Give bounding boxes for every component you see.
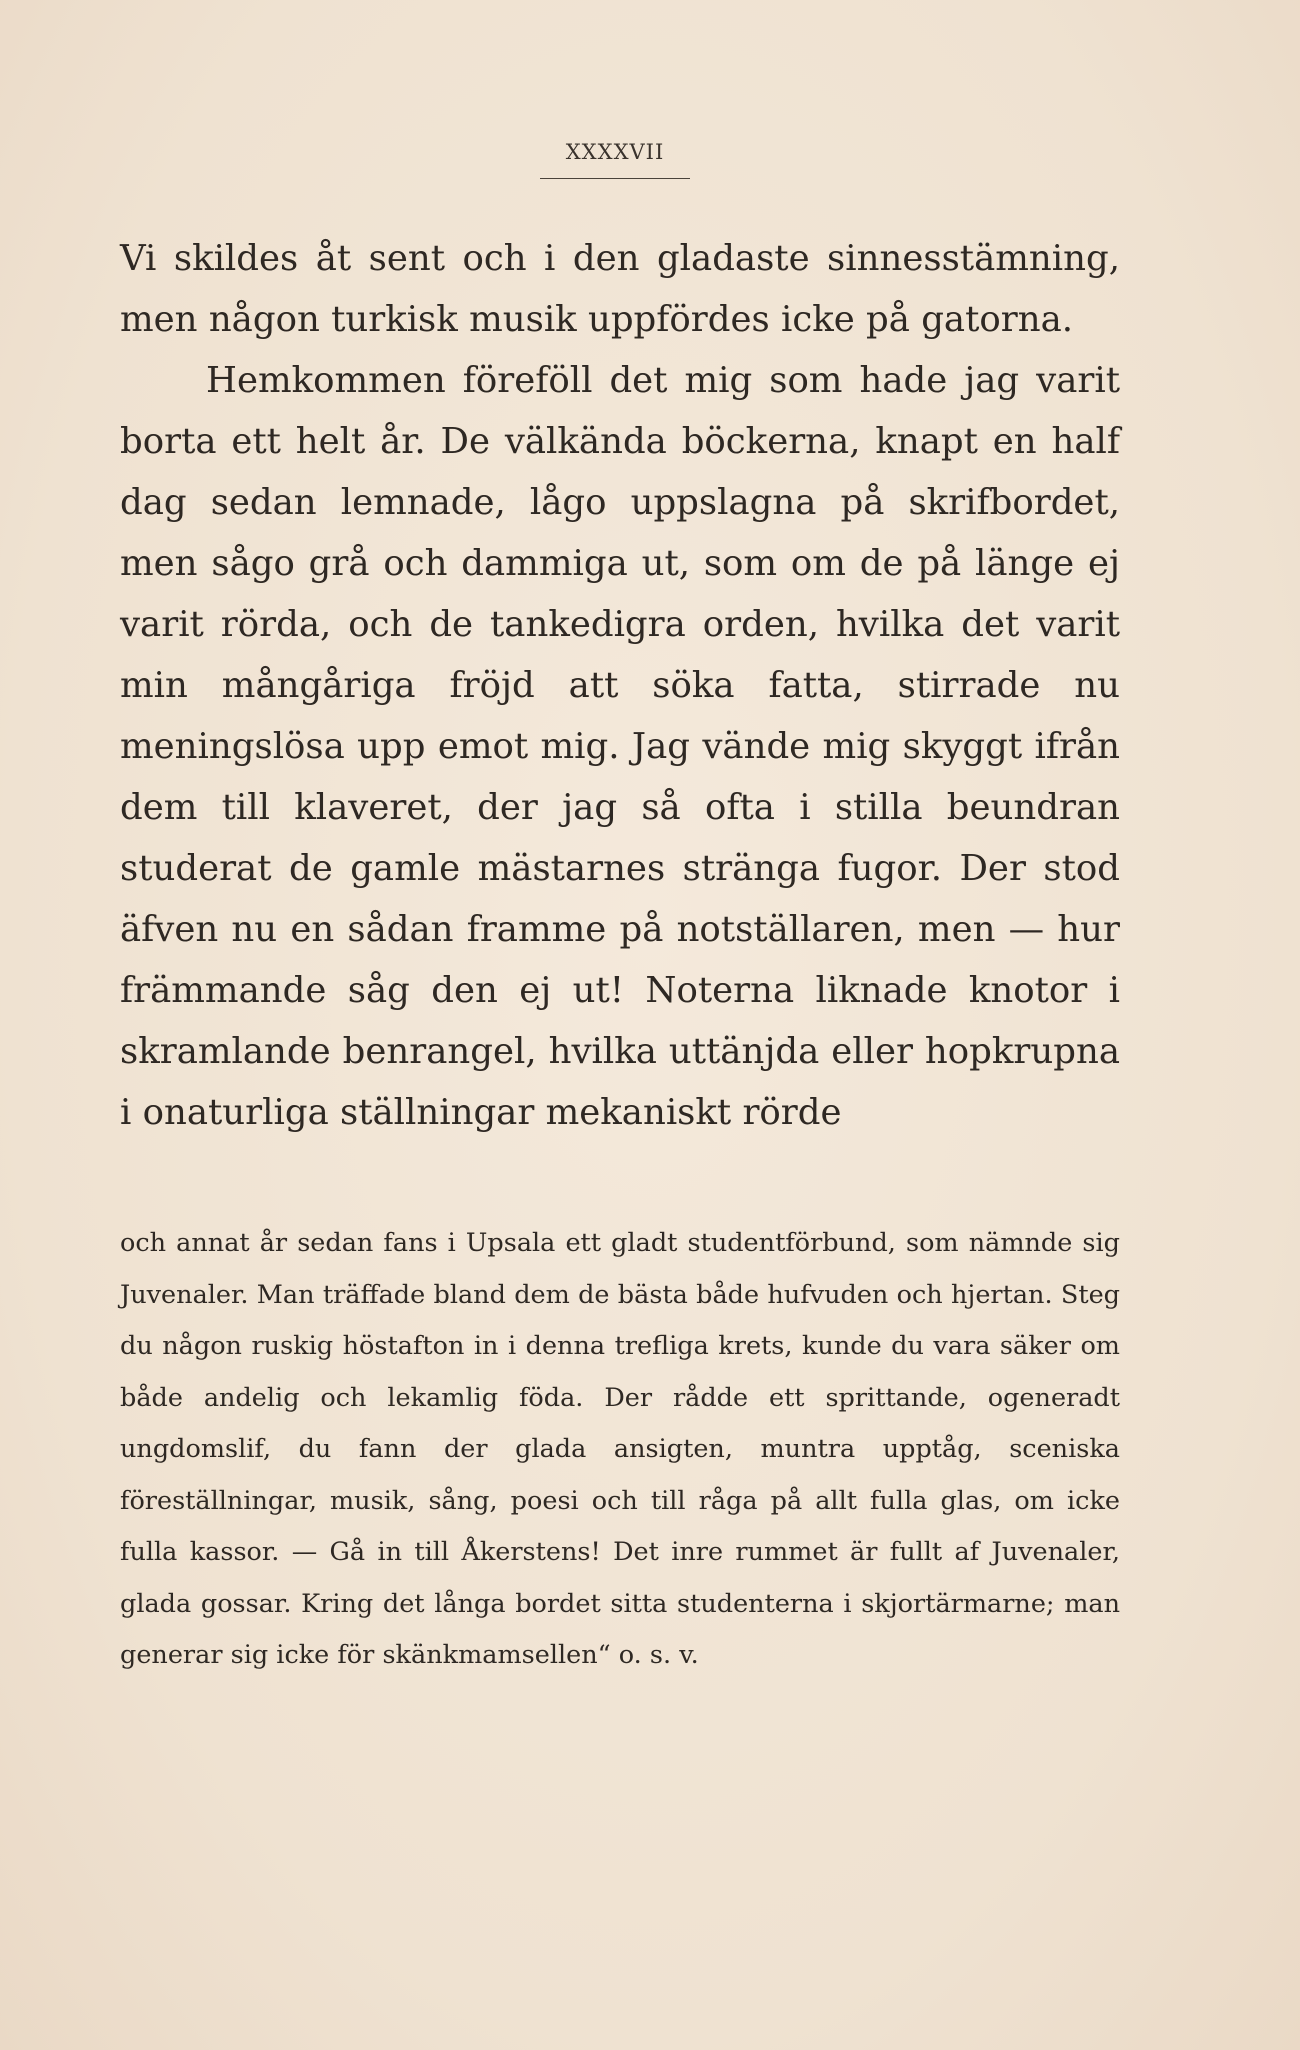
page-number-rule bbox=[540, 178, 690, 179]
paragraph: Hemkommen föreföll det mig som hade jag varit borta ett helt år. De välkända böckerna, knapt en half dag sedan lemnade, lågo uppslagna på skrifbordet, men sågo grå och dammiga ut, som om de på länge ej varit rörda, och de tankedigra orden, hvilka det varit min mångåriga fröjd att söka fatta, stirrade nu meningslösa upp emot mig. Jag vände mig skyggt ifrån dem till klaveret, der jag så ofta i stilla beundran studerat de gamle mästarnes stränga fugor. Der stod äfven nu en sådan framme på notställaren, men — hur främmande såg den ej ut! Noterna liknade knotor i skramlande benrangel, hvilka uttänjda eller hopkrupna i onaturliga ställningar mekaniskt rörde bbox=[120, 360, 1120, 1133]
main-text bbox=[120, 228, 1120, 1143]
page-number: XXXXVII bbox=[565, 140, 665, 164]
footnote bbox=[120, 1218, 1120, 1682]
paragraph: Vi skildes åt sent och i den gladaste sinnesstämning, men någon turkisk musik uppfördes icke på gatorna. bbox=[120, 238, 1120, 340]
footnote-text: och annat år sedan fans i Upsala ett gladt studentförbund, som nämnde sig Juvenaler. Man träffade bland dem de bästa både hufvuden och hjertan. Steg du någon ruskig höstafton in i denna trefliga krets, kunde du vara säker om både andelig och lekamlig föda. Der rådde ett sprittande, ogeneradt ungdomslif, du fann der glada ansigten, muntra upptåg, sceniska föreställningar, musik, sång, poesi och till råga på allt fulla glas, om icke fulla kassor. — Gå in till Åkerstens! Det inre rummet är fullt af Juvenaler, glada gossar. Kring det långa bordet sitta studenterna i skjortärmarne; man generar sig icke för skänkmamsellen“ o. s. v. bbox=[120, 1228, 1120, 1670]
